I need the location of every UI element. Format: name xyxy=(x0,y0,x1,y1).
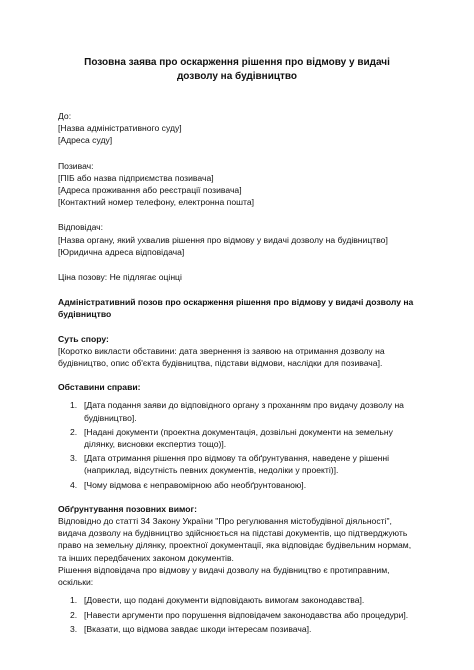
list-item xyxy=(58,609,416,621)
list-text: [Навести аргументи про порушення відповідачем законодавства або процедури]. xyxy=(84,609,409,620)
document-title: Позовна заява про оскарження рішення про відмову у видачі дозволу на будівництво xyxy=(84,57,390,82)
plaintiff-address: [Адреса проживання або реєстрації позивача] xyxy=(58,185,242,196)
grounds-text: Відповідно до статті 34 Закону України "Про регулювання містобудівної діяльності", видача дозволу на будівництво здійснюється на підставі документів, що підтверджують право на земельну ділянку, проектної документації, яка відповідає будівельним нормам, та інших передбачених законом документів. xyxy=(58,516,412,563)
list-number: 2. xyxy=(70,609,78,620)
defendant-address: [Юридична адреса відповідача] xyxy=(58,246,185,257)
list-item xyxy=(58,623,416,635)
plaintiff-label: Позивач: xyxy=(58,160,94,171)
list-text: [Довести, що подані документи відповідають вимогам законодавства]. xyxy=(84,595,365,606)
list-item xyxy=(58,452,416,476)
list-number: 3. xyxy=(70,623,78,634)
defendant-label: Відповідач: xyxy=(58,222,104,233)
plaintiff-block xyxy=(58,160,416,209)
list-item xyxy=(58,479,416,491)
list-number: 1. xyxy=(70,400,78,411)
dispute-heading: Суть спору: xyxy=(58,333,109,344)
court-address: [Адреса суду] xyxy=(58,135,113,146)
list-item xyxy=(58,426,416,450)
list-number: 1. xyxy=(70,595,78,606)
list-text: [Чому відмова є неправомірною або необґрунтованою]. xyxy=(84,479,307,490)
grounds-list xyxy=(58,594,416,635)
plaintiff-name: [ПІБ або назва підприємства позивача] xyxy=(58,172,214,183)
dispute-text: [Коротко викласти обставини: дата звернення із заявою на отримання дозволу на будівництво, опис об'єкта будівництва, підстави відмови, наслідки для позивача]. xyxy=(58,345,385,369)
list-number: 2. xyxy=(70,426,78,437)
defendant-block xyxy=(58,221,416,258)
to-label: До: xyxy=(58,111,72,121)
to-block xyxy=(58,110,416,147)
list-item xyxy=(58,594,416,606)
plaintiff-contact: [Контактний номер телефону, електронна пошта] xyxy=(58,197,255,208)
list-text: [Дата отримання рішення про відмову та обґрунтування, наведене у рішенні (наприклад, відсутність певних документів, недоліки у проекті)]. xyxy=(84,453,390,476)
defendant-name: [Назва органу, який ухвалив рішення про відмову у видачі дозволу на будівництво] xyxy=(58,234,388,245)
circumstances-heading: Обставини справи: xyxy=(58,382,141,393)
list-text: [Дата подання заяви до відповідного органу з проханням про видачу дозволу на будівництво]. xyxy=(84,400,404,423)
circumstances-list xyxy=(58,399,416,490)
claim-heading: Адміністративний позов про оскарження рішення про відмову у видачі дозволу на будівництво xyxy=(58,297,414,320)
list-text: [Надані документи (проектна документація, дозвільні документи на земельну ділянку, висновки експертиз тощо)]. xyxy=(84,426,393,450)
grounds-heading: Обґрунтування позовних вимог: xyxy=(58,503,197,514)
claim-price: Ціна позову: Не підлягає оцінці xyxy=(58,272,182,283)
court-name: [Назва адміністративного суду] xyxy=(58,123,182,134)
list-item xyxy=(58,399,416,423)
list-number: 3. xyxy=(70,453,78,464)
list-text: [Вказати, що відмова завдає шкоди інтересам позивача]. xyxy=(84,623,312,634)
grounds-text-2: Рішення відповідача про відмову у видачі дозволу на будівництво є протиправним, оскільки: xyxy=(58,564,390,588)
list-number: 4. xyxy=(70,479,78,490)
